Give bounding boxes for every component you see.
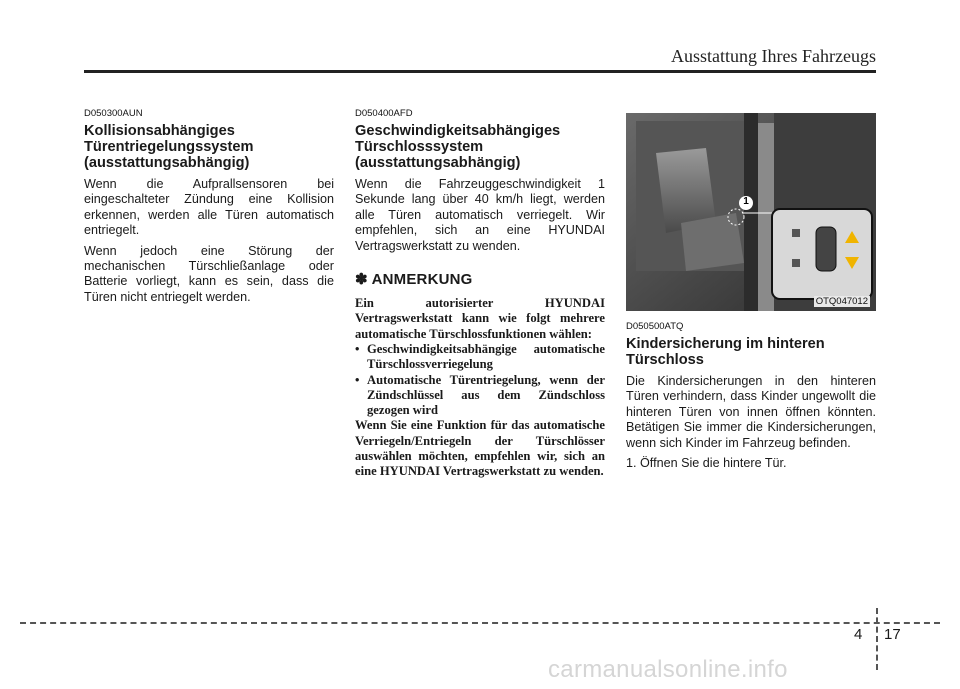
section-code: D050300AUN xyxy=(84,108,143,119)
column-3 xyxy=(626,113,876,476)
paragraph: Wenn jedoch eine Störung der mechanischen Türschließanlage oder Batterie vorliegt, kann es sein, dass die Türen nicht entriegelt werden. xyxy=(84,243,334,304)
section-heading: Geschwindigkeitsabhängiges Türschlosssystem (ausstattungsabhängig) xyxy=(355,123,561,171)
bullet-text: Automatische Türentriegelung, wenn der Zündschlüssel aus dem Zündschloss gezogen wird xyxy=(367,372,605,418)
figure-code: OTQ047012 xyxy=(815,296,868,307)
note-intro: Ein autorisierter HYUNDAI Vertragswerkstatt kann wie folgt mehrere automatische Türschlossfunktionen wählen: xyxy=(355,296,605,341)
column-1 xyxy=(84,108,334,310)
callout-number: 1 xyxy=(743,196,749,207)
seat-shape xyxy=(681,213,744,271)
watermark: carmanualsonline.info xyxy=(548,656,788,683)
bullet-text: Geschwindigkeitsabhängige automatische Türschlossverriegelung xyxy=(367,341,605,372)
unlock-symbol-icon xyxy=(792,259,800,267)
step-item: 1. Öffnen Sie die hintere Tür. xyxy=(626,456,787,471)
page-number: 17 xyxy=(884,626,901,643)
section-code: D050400AFD xyxy=(355,108,413,119)
note-bullet xyxy=(355,342,605,373)
figure-door-photo xyxy=(626,113,876,311)
door-illustration xyxy=(626,113,876,311)
note-outro: Wenn Sie eine Funktion für das automatische Verriegeln/Entriegeln der Türschlösser auswählen möchten, empfehlen wir, sich an eine HYUNDAI Vertragswerkstatt zu wenden. xyxy=(355,418,605,479)
footer-rule xyxy=(20,622,940,624)
header-rule xyxy=(84,70,876,73)
section-heading: Kindersicherung im hinteren Türschloss xyxy=(626,336,825,368)
section-code: D050500ATQ xyxy=(626,321,684,332)
lock-lever xyxy=(816,227,836,271)
chapter-number: 4 xyxy=(854,626,863,643)
door-frame xyxy=(744,113,758,311)
bullet-icon: • xyxy=(355,372,360,387)
paragraph: Die Kindersicherungen in den hinteren Türen verhindern, dass Kinder ungewollt die hinteren Türen von innen öffnen könnten. Betätigen Sie immer die Kindersicherungen, wenn sich Kinder im Fahrzeug befinden. xyxy=(626,374,876,450)
note-box xyxy=(355,270,605,480)
column-2 xyxy=(355,108,605,480)
lock-symbol-icon xyxy=(792,229,800,237)
paragraph: Wenn die Fahrzeuggeschwindigkeit 1 Sekunde lang über 40 km/h liegt, werden alle Türen automatisch verriegelt. Wir empfehlen, sich an eine HYUNDAI Vertragswerkstatt zu wenden. xyxy=(355,177,605,253)
paragraph: Wenn die Aufprallsensoren bei eingeschalteter Zündung eine Kollision erkennen, werden alle Türen automatisch entriegelt. xyxy=(84,177,334,238)
header-title: Ausstattung Ihres Fahrzeugs xyxy=(671,46,876,66)
footer-divider xyxy=(876,608,878,670)
note-bullet xyxy=(355,373,605,419)
bullet-icon: • xyxy=(355,341,360,356)
section-heading: Kollisionsabhängiges Türentriegelungssystem (ausstattungsabhängig) xyxy=(84,123,254,171)
note-title: ✽ ANMERKUNG xyxy=(355,271,473,289)
